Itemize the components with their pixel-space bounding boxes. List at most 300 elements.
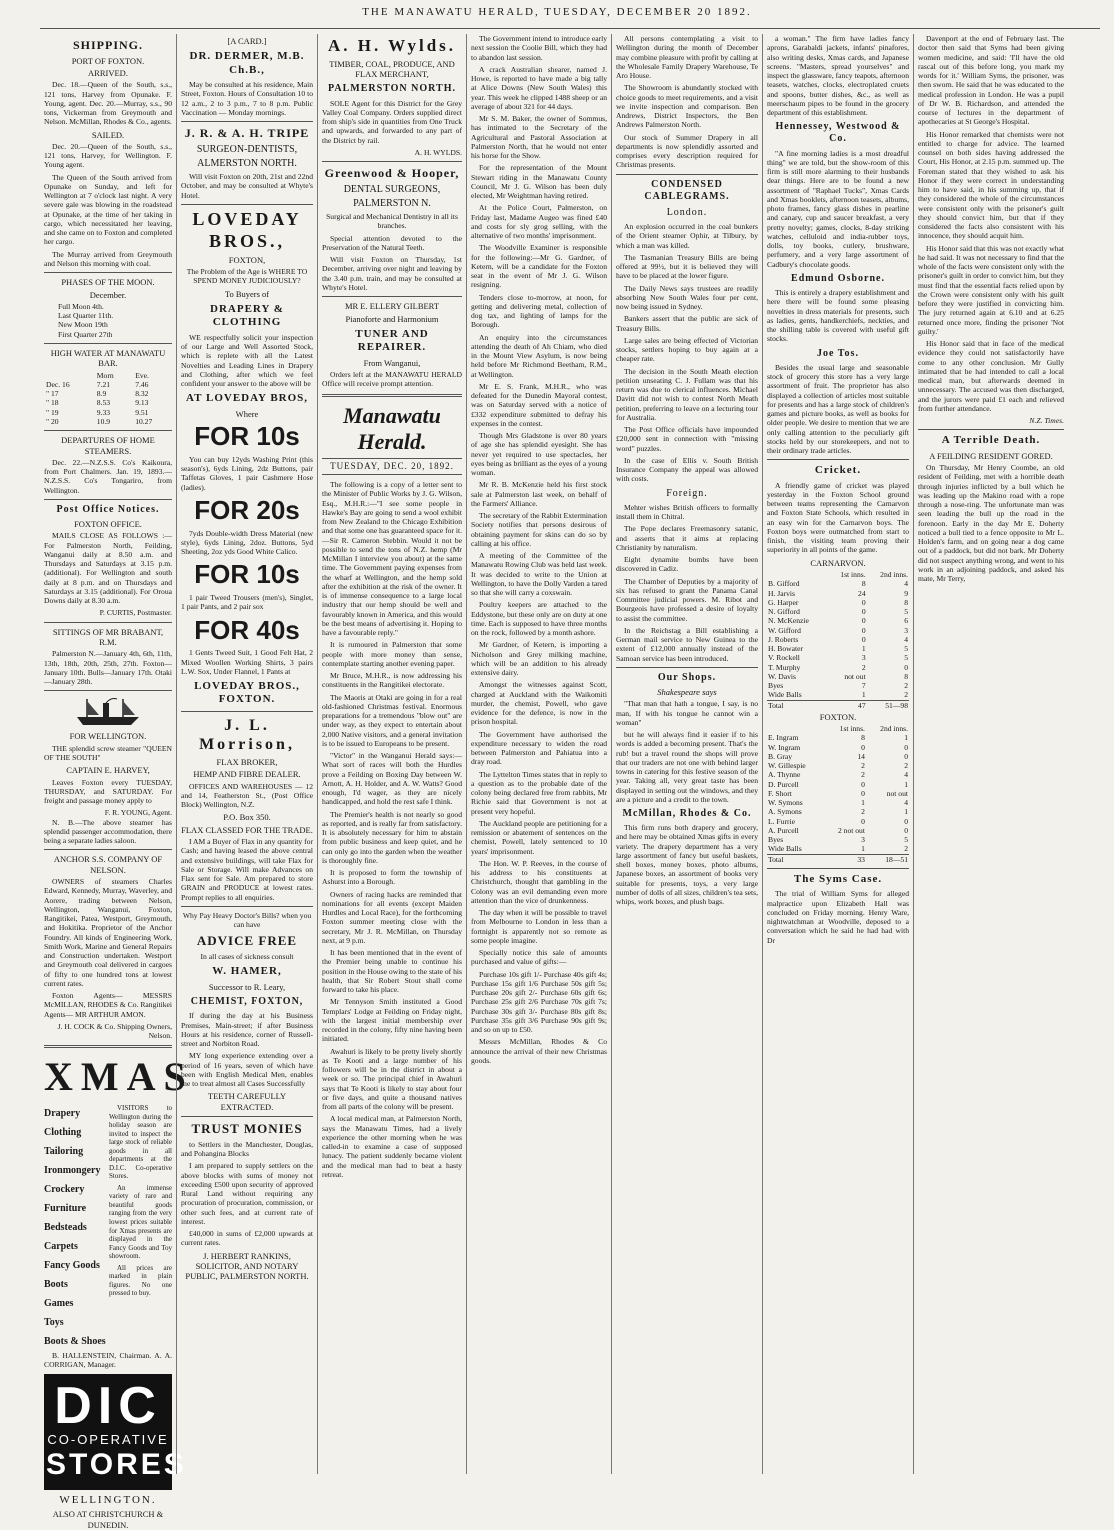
- moon-item: Full Moon 4th.: [58, 301, 104, 311]
- sittings-text: Palmerston N.—January 4th, 6th, 11th, 13th, 18th, 20th, 25th, 27th. Foxton—January 10th. Bulls—January 17th. Otaki—January 28th.: [44, 649, 172, 687]
- divider: [44, 1045, 172, 1048]
- table-row: [767, 789, 909, 798]
- article-para: The Premier's health is not nearly so good as reported, and is really far from satisfactory. It is absolutely necessary for him to abstain from public business and keep quiet, and he can only go into the garden when the weather is thoroughly fine.: [322, 809, 462, 865]
- table-cell: H. Bowater: [768, 644, 804, 654]
- article-para: The Chamber of Deputies by a majority of six has refused to grant the Panama Canal Committee judicial powers. M. Ribot and Bourgeois have professed a desire of loyalty to assist the committee.: [616, 576, 758, 623]
- table-row: [767, 798, 909, 807]
- table-cell: 0: [904, 751, 908, 761]
- gilbert-place: From Wanganui,: [363, 357, 421, 368]
- table-cell: 24: [858, 588, 866, 598]
- table-row: [767, 743, 909, 752]
- nb-text: N. B.—The above steamer has splendid passenger accommodation, there being a separate ladies saloon.: [44, 817, 172, 846]
- article-para: Large sales are being effected of Victorian stocks, settlers hoping to buy again at a cheaper rate.: [616, 335, 758, 364]
- moon-item: New Moon 19th: [58, 320, 108, 330]
- table-cell: 51—98: [867, 700, 909, 710]
- table-row: [767, 752, 909, 761]
- divider: [181, 1116, 313, 1117]
- hamer-text: In all cases of sickness consult: [200, 952, 294, 962]
- gh-text-3: Will visit Foxton on Thursday, 1st December, arriving over night and leaving by the 3.40 p.m. train, and may be consulted at Whyte's Hotel.: [322, 255, 462, 292]
- table-cell: 1: [904, 733, 908, 743]
- article-para: Mr S. M. Baker, the owner of Sommus, has intimated to the Secretary of the Agricultural and Pastoral Association at Palmerston North, that he would not enter his horse for the Show.: [471, 114, 607, 160]
- offer-heading: FOR 20s: [194, 494, 300, 525]
- divider: [181, 711, 313, 712]
- divider: [322, 161, 462, 162]
- table-row: " 19 9.33 9.51: [46, 407, 149, 417]
- divider: [322, 296, 462, 297]
- trust-amount: £40,000 in sums of £2,000 upwards at current rates.: [181, 1229, 313, 1248]
- table-cell: Wide Balls: [768, 690, 802, 700]
- mcm-heading: McMillan, Rhodes & Co.: [622, 808, 752, 820]
- gilbert-text: Orders left at the MANAWATU HERALD Office will receive prompt attention.: [322, 370, 462, 389]
- gh-place: PALMERSTON N.: [353, 197, 431, 209]
- divider: [44, 499, 172, 500]
- list-item: Crockery: [44, 1184, 85, 1196]
- tripe-sub: SURGEON-DENTISTS,: [196, 143, 298, 155]
- morrison-text: OFFICES AND WAREHOUSES — 12 and 14, Featherston St., (Post Office Block) Wellington, N.Z.: [181, 781, 313, 810]
- table-cell: 1: [861, 844, 865, 854]
- issue-date: TUESDAY, DEC. 20, 1892.: [322, 458, 462, 475]
- table-row: [767, 626, 909, 635]
- osborne-body: This is entirely a drapery establishment and here there will be found some pleasing novelties in dress materials for presents, such as ladies, gents, handkerchiefs, neckties, and the shilling table is covered with useful gift stocks.: [767, 288, 909, 344]
- arrived-label: ARRIVED.: [88, 67, 128, 78]
- article-para: A crack Australian shearer, named J. Howe, is reported to have made a big tally at Alice Downs (New South Wales) this year. This week he clipped 1488 sheep or an average of about 321 for 44 days.: [471, 64, 607, 111]
- tide-heading: HIGH WATER AT MANAWATU BAR.: [50, 347, 166, 369]
- table-cell: N. McKenzie: [768, 616, 809, 626]
- table-cell: 47: [828, 700, 867, 710]
- table-cell: B. Gifford: [768, 579, 800, 589]
- table-cell: 3: [861, 835, 865, 845]
- anchor-heading: ANCHOR S.S. COMPANY OF NELSON.: [53, 854, 163, 875]
- list-item: Boots & Shoes: [44, 1336, 106, 1348]
- article-para: The Daily News says trustees are readily absorbing New South Wales four per cent, now being issued in Sydney.: [616, 283, 758, 312]
- hamer-advice: ADVICE FREE: [196, 933, 298, 949]
- dic-logo-text: DIC: [54, 1376, 162, 1435]
- article-para: The following is a copy of a letter sent to the Minister of Public Works by J. G. Wilson, Esq., M.H.R.:—"I see some people in Hawke's Bay are going to send a wool exhibit from New Zealand to the Chicago Exhibition and that some one has guaranteed space for it.—Sir R. Cameron Stebbin. Would it not be possible to send the tons of N.Z. hemp (Mr McMillan I interview you about) at the same time. The Government paying expenses from the wharf at Wellington, and the hemp sold after the exhibition at the risk of the owner. It is of immense consequence to a large local industry that our hemp should be well and favourably known in America, and this would be the best means of advertising it. Hoping to have a favourable reply.": [322, 480, 462, 638]
- table-cell: 4: [904, 634, 908, 644]
- hamer-text-2: If during the day at his Business Premises, Main-street; if after Business Hours at his residence, corner of Russell-street and Norbiton Road.: [181, 1011, 313, 1049]
- table-row: [767, 607, 909, 616]
- divider: [616, 667, 758, 668]
- table-cell: 4: [904, 798, 908, 808]
- table-cell: 0: [904, 742, 908, 752]
- table-cell: 3: [861, 653, 866, 663]
- article-para: At the Police Court, Palmerston, on Friday last, Madame Augeo was fined £40 and costs for sly grog selling, with the alternative of two months' imprisonment.: [471, 203, 607, 240]
- tripe-place: ALMERSTON NORTH.: [197, 157, 297, 169]
- hamer-place: CHEMIST, FOXTON,: [190, 996, 304, 1008]
- table-cell: 18—51: [866, 854, 909, 864]
- table-cell: 9: [904, 588, 908, 598]
- divider: [44, 849, 172, 850]
- wylds-sign: A. H. WYLDS.: [414, 147, 462, 157]
- table-cell: A. Symons: [768, 807, 802, 817]
- post-text: MAILS CLOSE AS FOLLOWS :— For Palmerston North, Feilding, Wanganui daily at 8.50 a.m. and Thursdays and Saturdays at 3.15 p.m. (additional). For Wellington and south daily at 8 p.m. and on Thursdays and Saturdays at 3.15 (additional). For Oroua Downs daily at 8.30 a.m.: [44, 531, 172, 606]
- article-para: The Showroom is abundantly stocked with choice goods to meet requirements, and a visit we invite inspection and comparison. Ben Andrews, District Inspectors, the Ben Andrews Palmerston North.: [616, 83, 758, 130]
- table-cell: 2: [861, 761, 865, 771]
- hamer-name: W. HAMER,: [212, 965, 282, 978]
- column-rule: [176, 34, 177, 1474]
- offer-text: 1 pair Tweed Trousers (men's), Singlet, 1 pair Pants, and 2 pair sox: [181, 593, 313, 612]
- death-heading: A Terrible Death.: [941, 434, 1041, 447]
- article-para: It is proposed to form the township of Ashurst into a Borough.: [322, 868, 462, 887]
- table-row: [767, 761, 909, 770]
- divider: [44, 343, 172, 344]
- xmas-item-list: [44, 1104, 106, 1351]
- cricket-heading: Cricket.: [814, 464, 862, 477]
- gilbert-sub: Pianoforte and Harmonium: [345, 313, 439, 324]
- table-cell: 2: [861, 662, 866, 672]
- table-cell: W. Ingram: [768, 742, 801, 752]
- article-para: His Honor said that in face of the medical evidence they could not satisfactorily have come to any other conclusion. Mr Gully intimated that he had intended to call a local medical man, but afterwards deemed in unnecessary. The accused was then discharged, and the jurors were paid £1 each and relieved from further attendance.: [918, 339, 1064, 413]
- divider: [767, 459, 909, 460]
- divider: [918, 429, 1064, 430]
- shops-heading: Our Shops.: [657, 671, 717, 683]
- sailed-text: Dec. 20.—Queen of the South, s.s., 121 tons, Harvey, for Wellington. F. Young agent.: [44, 141, 172, 170]
- table-cell: 4: [904, 770, 908, 780]
- table-cell: 2: [904, 844, 908, 854]
- where: Where: [235, 408, 259, 419]
- table-cell: D. Purcell: [768, 779, 799, 789]
- list-item: Tailoring: [44, 1146, 84, 1158]
- table-cell: 0: [861, 597, 866, 607]
- dermer-name: DR. DERMER, M.B. Ch.B.,: [189, 50, 305, 76]
- tide-col-header: Eve.: [135, 370, 149, 380]
- table-row: [767, 653, 909, 662]
- table-cell: B. Gray: [768, 751, 793, 761]
- table-cell: 8: [861, 733, 865, 743]
- divider: [616, 174, 758, 175]
- table-cell: 1: [861, 798, 865, 808]
- gh-text-2: Special attention devoted to the Preservation of the Natural Teeth.: [322, 233, 462, 252]
- article-para: Eight dynamite bombs have been discovered in Cadiz.: [616, 555, 758, 574]
- article-para: A meeting of the Committee of the Manawatu Rowing Club was held last week. It was decided to write to the Union at Wellington, to have the Dolly Varden a tared so that she will carry a coxswain.: [471, 551, 607, 597]
- table-cell: A. Thynne: [768, 770, 801, 780]
- wellington-heading: FOR WELLINGTON.: [69, 731, 147, 742]
- article-para: Our stock of Summer Drapery in all departments is now splendidly assorted and comprises every description required for Christmas presents.: [616, 132, 758, 170]
- loveday-end: LOVEDAY BROS., FOXTON.: [194, 680, 300, 706]
- column-7: [918, 34, 1064, 1474]
- steamship-icon: [73, 695, 143, 727]
- article-para: Though Mrs Gladstone is over 80 years of age she has splendid eyesight. She has never yet required to use spectacles, her eyes being as brilliant as the eyes of a young woman.: [471, 431, 607, 477]
- article-para: The decision in the South Meath election petition unseating C. J. Fullam was that his return was due to clerical influences. Michael Davitt did not wish to contest North Meath petition, preferring to leave on a lecturing tour for Australia.: [616, 366, 758, 422]
- article-para: Messrs McMillan, Rhodes & Co announce the arrival of their new Christmas goods.: [471, 1037, 607, 1065]
- death-sub: A FEILDING RESIDENT GORED.: [929, 450, 1053, 461]
- table-cell: 0: [861, 607, 866, 617]
- table-cell: W. Davis: [768, 671, 796, 681]
- column-rule: [611, 34, 612, 1474]
- col-header: 2nd inns.: [880, 570, 908, 580]
- table-cell: 5: [904, 835, 908, 845]
- article-para: Awahuri is likely to be pretty lively shortly as Te Kooti and a large number of his followers will be in the district in about a week or so. The principal chief in Awahuri says that Te Kooti is likely to stay about four or five days, and quite a thousand natives from all parts of the colony will be present.: [322, 1046, 462, 1112]
- loveday-question: The Problem of the Age is WHERE TO SPEND MONEY JUDICIOUSLY?: [186, 267, 308, 286]
- steamer-text: THE splendid screw steamer "QUEEN OF THE SOUTH": [44, 743, 172, 762]
- source: N.Z. Times.: [1029, 416, 1064, 425]
- sittings-heading: SITTINGS OF MR BRABANT, R.M.: [52, 626, 164, 648]
- article-para: In the case of Ellis v. South British Insurance Company the appeal was allowed with costs.: [616, 455, 758, 484]
- table-cell: 5: [904, 607, 908, 617]
- table-cell: 0: [861, 634, 866, 644]
- death-body: On Thursday, Mr Henry Coombe, an old resident of Feilding, met with a horrible death through injuries inflicted by a bull which he was leading up the Makino road with a rope through a nose-ring. The unfortunate man was seen leading the bull up the road in the forenoon. Early in the day Mr E. Doherty noticed a bull tied to a fence opposite to Mr L. Holden's farm, and on going near a dog came out of a paddock, but did not bark. Mr Doherty did not suspect anything wrong, and went to his work in an adjoining paddock, and asked his mate, Mr Terry,: [918, 463, 1064, 584]
- article-para: A local medical man, at Palmerston North, says the Manawatu Times, had a lively experience the other morning when he was called-in to examine a case of supposed lunacy. The patient suddenly became violent and the medical man had to beat a hasty retreat.: [322, 1114, 462, 1179]
- table-cell: 0: [861, 625, 866, 635]
- article-para: Mr E. S. Frank, M.H.R., who was defeated for the Dunedin Mayoral contest, was on Saturday served with a notice of £332 expenditure submitted to defray his expenses in the contest.: [471, 381, 607, 428]
- morrison-box: P.O. Box 350.: [223, 812, 271, 823]
- article-para: Mehter wishes British officers to formally install them in Chitral.: [616, 502, 758, 521]
- osborne-heading: Edmund Osborne.: [791, 272, 885, 284]
- table-cell: 1: [861, 690, 866, 700]
- column-3: [322, 34, 462, 1474]
- list-item: Toys: [44, 1317, 64, 1329]
- table-cell: 3: [904, 625, 908, 635]
- table-cell: G. Harper: [768, 597, 799, 607]
- article-para: Mr Gardner, of Ketern, is importing a Nicholson and Grey milking machine, which will be an addition to his already extensive dairy.: [471, 640, 607, 677]
- divider: [44, 272, 172, 273]
- table-cell: Total: [767, 700, 828, 710]
- article-para: The Maoris at Otaki are going in for a real old-fashioned Christmas festival. Enormous preparations for a tremendous "blow out" are under way, as they expect to entertain about 2,000 Native visitors, and a general invitation is to be issued to Europeans to be present.: [322, 692, 462, 748]
- article-para: Davenport at the end of February last. The doctor then said that Syms had been giving women medicine, and said: 'I'll have the old rascal out of this before long, you mark my words for it.' William Syms, the prisoner, was then sworn. He said that he was educated to the medical profession in London. He was a pupil of Dr W. B. Richardson, and attended the course of lectures in the department of apothecaries at St George's Hospital.: [918, 34, 1064, 127]
- list-item: Bedsteads: [44, 1222, 87, 1234]
- article-para: All persons contemplating a visit to Wellington during the month of December may combine pleasure with profit by calling at the Wholesale Family Drapery Warehouse, Te Aro House.: [616, 34, 758, 80]
- table-cell: W. Symons: [768, 798, 803, 808]
- table-cell: 8: [904, 597, 908, 607]
- article-para: The Government have authorised the expenditure necessary to widen the road between Palmerston and Pahiatua into a dray road.: [471, 729, 607, 767]
- table-cell: 0: [861, 788, 865, 798]
- table-cell: 2 not out: [837, 825, 865, 835]
- agent: F. R. YOUNG, Agent.: [104, 808, 172, 818]
- table-cell: T. Murphy: [768, 662, 801, 672]
- morrison-heading: J. L. Morrison,: [199, 716, 295, 754]
- list-item: Ironmongery: [44, 1165, 101, 1177]
- flax-text: I AM a Buyer of Flax in any quantity for Cash; and having leased the above central and extensive buildings, will take Flax for Sale or Storage. Will make Advances on Flax sent for Sale. Am prepared to store GRAIN and PRODUCE at lowest rates. Prompt replies to all enquiries.: [181, 837, 313, 902]
- syms-body: The trial of William Syms for alleged malpractice upon Elizabeth Hall was concluded on Friday morning. Henry Ware, nightwatchman at Woodville, deposed to a conversation which he said he had had with Dr: [767, 889, 909, 945]
- table-row: [767, 826, 909, 835]
- dic-logo-stores: STORES: [46, 1448, 187, 1482]
- list-item: Furniture: [44, 1203, 87, 1215]
- loveday-heading: LOVEDAY BROS.,: [192, 208, 302, 251]
- port-heading: PORT OF FOXTON.: [71, 55, 145, 66]
- table-cell: 0: [861, 742, 865, 752]
- table-cell: not out: [886, 788, 908, 798]
- anchor-sign: J. H. COCK & Co. Shipping Owners, Nelson.: [57, 1021, 172, 1041]
- offer-heading: FOR 40s: [194, 614, 300, 645]
- loveday-drapery: DRAPERY & CLOTHING: [210, 303, 284, 329]
- wylds-sub: TIMBER, COAL, PRODUCE, AND FLAX MERCHANT,: [329, 58, 455, 80]
- foxton-heading: FOXTON.: [819, 711, 857, 722]
- moon-month: December.: [89, 289, 127, 300]
- list-item: Clothing: [44, 1127, 82, 1139]
- table-row: [767, 635, 909, 644]
- article-para: Purchase 10s gift 1/- Purchase 40s gift 4s; Purchase 15s gift 1/6 Purchase 50s gift 5s; Purchase 20s gift 2/- Purchase 60s gift 6s; Purchase 25s gift 2/6 Purchase 70s gift 7s; Purchase 30s gift 3/- Purchase 80s gift 8s; Purchase 35s gift 3/6 Purchase 90s gift 9s; and so on up to £50.: [471, 969, 607, 1034]
- table-row: [767, 844, 909, 854]
- carnarvon-heading: CARNARVON.: [810, 557, 866, 568]
- table-cell: H. Jarvis: [768, 588, 795, 598]
- table-cell: 2: [904, 761, 908, 771]
- table-total-row: [767, 700, 909, 710]
- dermer-text: May be consulted at his residence, Main Street, Foxton. Hours of Consultation 10 to 12 a.m., 2 to 3 p.m., 7 to 8 p.m. Public Vaccination — Monday mornings.: [181, 80, 313, 117]
- table-row: [767, 589, 909, 598]
- article-para: Amongst the witnesses against Scott, charged at Auckland with the Waikomiti murder, the chemist, Powell, who gave evidence for the defence, is now in the prison hospital.: [471, 680, 607, 727]
- table-row: " 20 10.9 10.27: [46, 416, 153, 426]
- table-row: [767, 690, 909, 700]
- table-cell: 33: [824, 854, 866, 864]
- hamer-question: Why Pay Heavy Doctor's Bills? when you can have: [182, 910, 312, 930]
- list-item: Drapery: [44, 1108, 81, 1120]
- table-cell: 14: [857, 751, 865, 761]
- table-cell: Byes: [768, 681, 784, 691]
- trust-heading: TRUST MONIES: [191, 1121, 303, 1137]
- col-header: 2nd inns.: [880, 724, 908, 734]
- table-cell: E. Ingram: [768, 733, 799, 743]
- toe-body: Besides the usual large and seasonable stock of grocery this store has a very large assortment of fruit. The proprietor has also displayed a collection of articles most suitable for presents and has a large stock of children's games and picture books, as well as books for older people. We desire to mention that we are only calling attention to the peculiarly gift stocks held by our storekeepers, and not to their ordinary trade articles.: [767, 362, 909, 455]
- tripe-text: Will visit Foxton on 20th, 21st and 22nd October, and may be consulted at Whyte's Hotel.: [181, 172, 313, 200]
- article-para: The Lyttelton Times states that in reply to a question as to the probable date of the colony being declared free from rabbits, Mr Richie said that Government is not at present very hopeful.: [471, 769, 607, 816]
- article-para: Tenders close to-morrow, at noon, for getting and delivering metal, collection of dog tax, and lighting of lamps for the Borough.: [471, 292, 607, 330]
- col-header: 1st inns.: [840, 570, 866, 580]
- trust-text: to Settlers in the Manchester, Douglas, and Pohangina Blocks: [181, 1139, 313, 1159]
- article-para: The secretary of the Rabbit Extermination Society notifies that persons desirous of obtaining payment for skins can do so by calling at his office.: [471, 511, 607, 548]
- article-para: "Victor" in the Wanganui Herald says:—What sort of races will both the Hurdles prove a Feilding on Boxing Day between W. Arnott, A. H. Holder, and A. W. Watts? Good enough, I'd wager, as they are nicely handicapped, and hold the rest safe I think.: [322, 751, 462, 807]
- morrison-sub: FLAX BROKER,: [216, 756, 278, 767]
- table-cell: 0: [861, 616, 866, 626]
- table-row: [767, 644, 909, 653]
- shipping-para-2: The Murray arrived from Greymouth and Nelson this morning with coal.: [44, 249, 172, 268]
- table-cell: W. Gillespie: [768, 761, 806, 771]
- list-item: Boots: [44, 1279, 68, 1291]
- departures-text: Dec. 22.—N.Z.S.S. Co's Kaikoura, from Port Chalmers. Jan. 19, 1893.—N.Z.S.S. Co's Tongariro, from Wellington.: [44, 457, 172, 495]
- table-cell: 0: [904, 825, 908, 835]
- article-para: His Honor remarked that chemists were not entitled to charge for advice. The learned counsel on both sides having addressed the Court, His Honor, at 2.15 p.m. summed up. The Foreman stated that they wished to ask his Honor if they were correct in understanding him to have said, in his summing up, that if they considered the whole of the circumstances were consistent only with the prisoner's guilt they should convict him, but that if they considered the facts also consistent with his innocence, they should acquit him.: [918, 129, 1064, 241]
- offer-text: 7yds Double-width Dress Material (new style), 6yds Lining, 2doz. Buttons, 5yd Sheeting, 2oz yds Good White Calico.: [181, 528, 313, 557]
- column-1: [44, 34, 194, 1530]
- divider: [44, 430, 172, 431]
- article-para: In the Reichstag a Bill establishing a German mail service to New Guinea to the extent of £12,000 annually instead of the Samoan service has been introduced.: [616, 625, 758, 663]
- article-para: For the representation of the Mount Stewart riding in the Manawatu County Council, Mr J. G. Wilson has been duly elected, Mr Weightman having retired.: [471, 163, 607, 200]
- loveday-at: AT LOVEDAY BROS,: [185, 392, 309, 405]
- table-cell: V. Rockell: [768, 653, 800, 663]
- column-2: [181, 34, 313, 1474]
- column-rule: [317, 34, 318, 1474]
- article-para: Poultry keepers are attached to the Eddystone, but these only are on duty at one time. Each is supposed to have three months on the rock, followed by a month ashore.: [471, 600, 607, 637]
- table-cell: 5: [904, 644, 908, 654]
- hw-heading: Hennessey, Westwood & Co.: [775, 121, 901, 145]
- shipping-para-1: The Queen of the South arrived from Opunake on Sunday, and left for Wellington at 7 o'clock last night. A very severe gale was blowing in the roadstead at Opunake, at the time of her taking in cargo, which necessitated her leaving, and she came on to Foxton and completed her cargo.: [44, 172, 173, 247]
- gh-heading: Greenwood & Hooper,: [324, 166, 460, 181]
- gh-text: Surgical and Mechanical Dentistry in all its branches.: [326, 212, 458, 231]
- table-row: [767, 835, 909, 844]
- offer-heading: FOR 10s: [194, 421, 300, 452]
- table-row: [767, 817, 909, 826]
- dentist-text: MY long experience extending over a period of 16 years, seven of which have been with English Medical Men, enables me to treat almost all Cases Successfully: [181, 1051, 313, 1089]
- table-row: [767, 616, 909, 625]
- dic-place: WELLINGTON.: [59, 1494, 157, 1507]
- article-para: Specially notice this sale of amounts purchased and value of gifts:—: [471, 948, 607, 967]
- table-cell: 8: [861, 579, 866, 589]
- list-item: Carpets: [44, 1241, 78, 1253]
- anchor-text: OWNERS of steamers Charles Edward, Kennedy, Murray, Waverley, and Aorere, trading between Nelson, Wellington, Wanganui, Foxton, Rangitikei, Patea, Westport, Greymouth, and Hokitika. Proprietor of the Anchor Foundry. All kinds of Engineering Work, Smith Work, Marine and General Repairs and Construction undertaken. Westport and Greymouth coal delivered in cargoes of fifty to one hundred tons at lowest current rates.: [44, 877, 172, 988]
- syms-heading: The Syms Case.: [793, 872, 883, 885]
- table-cell: 2: [861, 807, 865, 817]
- nameplate: Manawatu Herald.: [343, 402, 441, 455]
- article-para: The Tasmanian Treasury Bills are being offered at 99½, but it is believed they will have to be placed at the lower figure.: [616, 252, 758, 281]
- dic-logo: [44, 1374, 187, 1490]
- table-row: [767, 672, 909, 681]
- article-para: The Hon. W. P. Reeves, in the course of his address to his constituents at Christchurch, thought that gambling in the Colony was an evil demanding even more attention than the vice of drunkenness.: [471, 858, 607, 905]
- article-para: Mr Tennyson Smith instituted a Good Templars' Lodge at Feilding on Friday night, with the largest initial membership ever recorded in the colony, fifty nine having been initiated.: [322, 997, 462, 1044]
- shipping-heading: SHIPPING.: [72, 38, 143, 52]
- captain: CAPTAIN E. HARVEY,: [66, 765, 150, 776]
- table-cell: F. Short: [768, 788, 792, 798]
- divider: [181, 121, 313, 122]
- wylds-text: SOLE Agent for this District for the Grey Valley Coal Company. Orders supplied direct from ship's side in quantities from One Truck and upwards, and forwarded to any part of the District by rail.: [322, 98, 462, 145]
- hw-body: "A fine morning ladies is a most dreadful thing" we are told, but the show-room of this firm is still more alarming to their husbands dear things. Here are to be found a new assortment of "Raphael Tucks", Xmas Cards and Xmas booklets, afternoon teasets, albums, photo frames, fancy glass dishes in pearline and canary, cup and saucer breakfast, a very pretty novelty; games, clocks, 8-day striking watches, celluloid and india-rubber toys, dolls, toy books, cutlery, brushware, perfumery, and a very large assortment of Cadbury's chocolate goods.: [767, 148, 909, 269]
- rankins: J. HERBERT RANKINS, SOLICITOR, AND NOTARY PUBLIC, PALMERSTON NORTH.: [185, 1250, 309, 1282]
- hamer-sub: Successor to R. Leary,: [208, 981, 286, 992]
- dic-logo-sub: CO-OPERATIVE: [47, 1431, 169, 1447]
- table-row: [767, 681, 909, 690]
- divider: [767, 868, 909, 869]
- gilbert-sub-2: TUNER AND REPAIRER.: [355, 327, 429, 354]
- xmas-text-3: All prices are marked in plain figures. No one pressed to buy.: [109, 1263, 172, 1298]
- loveday-place: FOXTON,: [228, 254, 266, 265]
- table-cell: 5: [904, 653, 908, 663]
- wylds-place: PALMERSTON NORTH.: [328, 83, 456, 95]
- article-para: The day when it will be possible to travel from Melbourne to London in less than a fortnight is apparently not so remote as some people imagine.: [471, 908, 607, 945]
- table-cell: 7: [861, 681, 866, 691]
- table-cell: 2: [904, 681, 908, 691]
- article-para: Bankers assert that the public are sick of Treasury Bills.: [616, 314, 758, 333]
- col-header: 1st inns.: [839, 724, 865, 734]
- table-cell: 0: [904, 662, 908, 672]
- table-cell: 1: [861, 644, 866, 654]
- table-cell: Byes: [768, 835, 784, 845]
- column-5: [616, 34, 758, 1474]
- article-para: The Woodville Examiner is responsible for the following:—Mr G. Gardner, of Ketern, will be a candidate for the Foxton seat in the event of Mr J. G. Wilson resigning.: [471, 243, 607, 290]
- article-para: His Honor said that this was not exactly what he had said. It was not necessary to find that the whole of the facts were consistent only with the prisoner's guilt in order to convict him, but they must find that the essential facts relied upon by the Crown were consistent only with his guilt before they were justified in convicting him. The jury returned again at 6.10 and at 6.25 returned once more, finding the prisoner 'Not guilty.': [918, 243, 1064, 336]
- table-cell: 2: [861, 770, 865, 780]
- departures-heading: DEPARTURES OF HOME STEAMERS.: [61, 435, 155, 456]
- list-item: Games: [44, 1298, 74, 1310]
- article-para: It is rumoured in Palmerston that some people with more money than sense, contemplate starting another evening paper.: [322, 640, 462, 668]
- wylds-heading: A. H. Wylds.: [327, 36, 457, 55]
- divider: [44, 690, 172, 691]
- moon-heading: PHASES OF THE MOON.: [61, 277, 155, 288]
- moon-list: [44, 302, 172, 339]
- table-cell: A. Purcell: [768, 825, 799, 835]
- table-row: [767, 807, 909, 816]
- article-para: The Auckland people are petitioning for a remission or abatement of sentences on the chemist, Powell, lately sentenced to 10 years' imprisonment.: [471, 818, 607, 856]
- tide-col-header: Morn: [96, 370, 114, 380]
- tide-table: [44, 371, 172, 427]
- table-row: [767, 579, 909, 588]
- morrison-sub-2: HEMP AND FIBRE DEALER.: [193, 769, 301, 780]
- gilbert-heading: MR E. ELLERY GILBERT: [344, 301, 440, 312]
- column-rule: [762, 34, 763, 1474]
- table-cell: Wide Balls: [768, 844, 802, 854]
- offer-text: 1 Gents Tweed Suit, 1 Good Felt Hat, 2 Mixed Woollen Working Shirts, 3 pairs L.W. Sox, Under Flannel, 1 Pants at: [181, 648, 313, 676]
- table-row: " 17 8.9 8.32: [46, 389, 149, 399]
- post-sign: P. CURTIS, Postmaster.: [99, 608, 172, 618]
- gh-sub: DENTAL SURGEONS,: [343, 183, 441, 195]
- table-cell: not out: [844, 671, 866, 681]
- table-row: [767, 780, 909, 789]
- table-cell: 2: [904, 690, 908, 700]
- table-row: [767, 770, 909, 779]
- post-heading: Post Office Notices.: [56, 503, 160, 515]
- teeth-text: TEETH CAREFULLY EXTRACTED.: [207, 1091, 287, 1112]
- table-cell: 4: [904, 579, 908, 589]
- article-para: a woman." The firm have ladies fancy aprons, Garabaldi jackets, infants' pinafores, also writing desks, Xmas cards, and Japanese screens. "Masters, spread yourselves" and inspect the glassware, fancy teapots, afternoon teasets, watches, clocks, electroplated cruets and spoons, butter dishes, &c., as well as meerschaum pipes to be found in the grocery department of this establishment.: [767, 34, 909, 117]
- column-4: [471, 34, 607, 1474]
- article-para: Owners of racing hacks are reminded that nominations for all events (except Maiden Hurdles and Local Race), for the forthcoming Foxton summer meeting close with the secretary, Mr J. R. McMillan, on Thursday next, at 9 p.m.: [322, 889, 462, 945]
